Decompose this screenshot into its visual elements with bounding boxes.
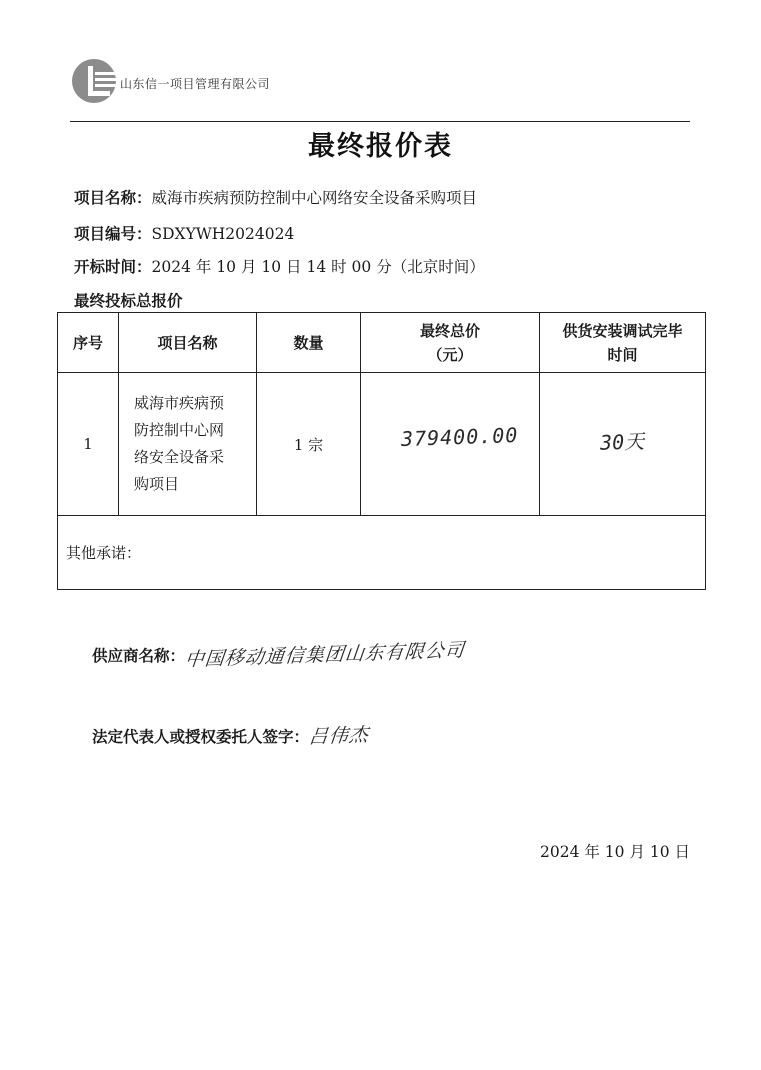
col-header-total-price: [361, 313, 540, 373]
col-header-quantity: 数量: [257, 313, 361, 373]
project-name-label: 项目名称：: [74, 189, 152, 207]
col-header-completion-line2: 时间: [607, 345, 638, 364]
cell-project-name-line: 防控制中心网: [134, 421, 225, 439]
company-logo-icon: [70, 57, 118, 105]
cell-completion-time: [540, 373, 706, 516]
opening-time-label: 开标时间：: [74, 258, 152, 276]
supplier-label: 供应商名称：: [92, 647, 186, 665]
handwritten-total-price: 379400.00: [400, 422, 520, 452]
project-number-line: [74, 224, 294, 244]
supplier-line: [92, 639, 466, 671]
company-name: 山东信一项目管理有限公司: [120, 76, 271, 91]
cell-project-name: [119, 373, 257, 516]
other-commitments-row: [58, 516, 706, 590]
cell-quantity: 1 宗: [257, 373, 361, 516]
project-name-line: [74, 188, 477, 208]
project-number-value: SDXYWH2024024: [151, 225, 295, 243]
project-number-label: 项目编号：: [74, 225, 152, 243]
quote-table: [57, 312, 706, 590]
cell-total-price: [361, 373, 540, 516]
opening-time-line: [74, 257, 485, 277]
handwritten-signature: 吕伟杰: [307, 723, 371, 749]
table-header-row: [58, 313, 706, 373]
representative-label: 法定代表人或授权委托人签字：: [92, 728, 310, 746]
cell-project-name-line: 络安全设备采: [134, 448, 225, 466]
table-row: [58, 373, 706, 516]
cell-project-name-line: 威海市疾病预: [134, 394, 225, 412]
project-name-value: 威海市疾病预防控制中心网络安全设备采购项目: [151, 189, 478, 207]
col-header-completion-line1: 供货安装调试完毕: [562, 321, 683, 340]
other-commitments-cell: 其他承诺：: [58, 516, 706, 590]
col-header-no: 序号: [58, 313, 119, 373]
cell-no: 1: [58, 373, 119, 516]
opening-time-value: 2024 年 10 月 10 日 14 时 00 分（北京时间）: [151, 258, 485, 276]
header-divider: [70, 121, 690, 122]
representative-line: [92, 721, 369, 748]
section-heading: 最终投标总报价: [74, 292, 183, 310]
col-header-completion-time: [540, 313, 706, 373]
document-date: 2024 年 10 月 10 日: [540, 843, 691, 861]
letterhead: [70, 56, 270, 106]
handwritten-completion-time: 30天: [600, 428, 646, 455]
col-header-project-name: 项目名称: [119, 313, 257, 373]
col-header-total-price-line2: （元）: [427, 345, 473, 364]
col-header-total-price-line1: 最终总价: [419, 321, 480, 340]
page-title: 最终报价表: [308, 131, 453, 162]
cell-project-name-line: 购项目: [134, 475, 180, 493]
handwritten-supplier-name: 中国移动通信集团山东有限公司: [183, 639, 466, 671]
